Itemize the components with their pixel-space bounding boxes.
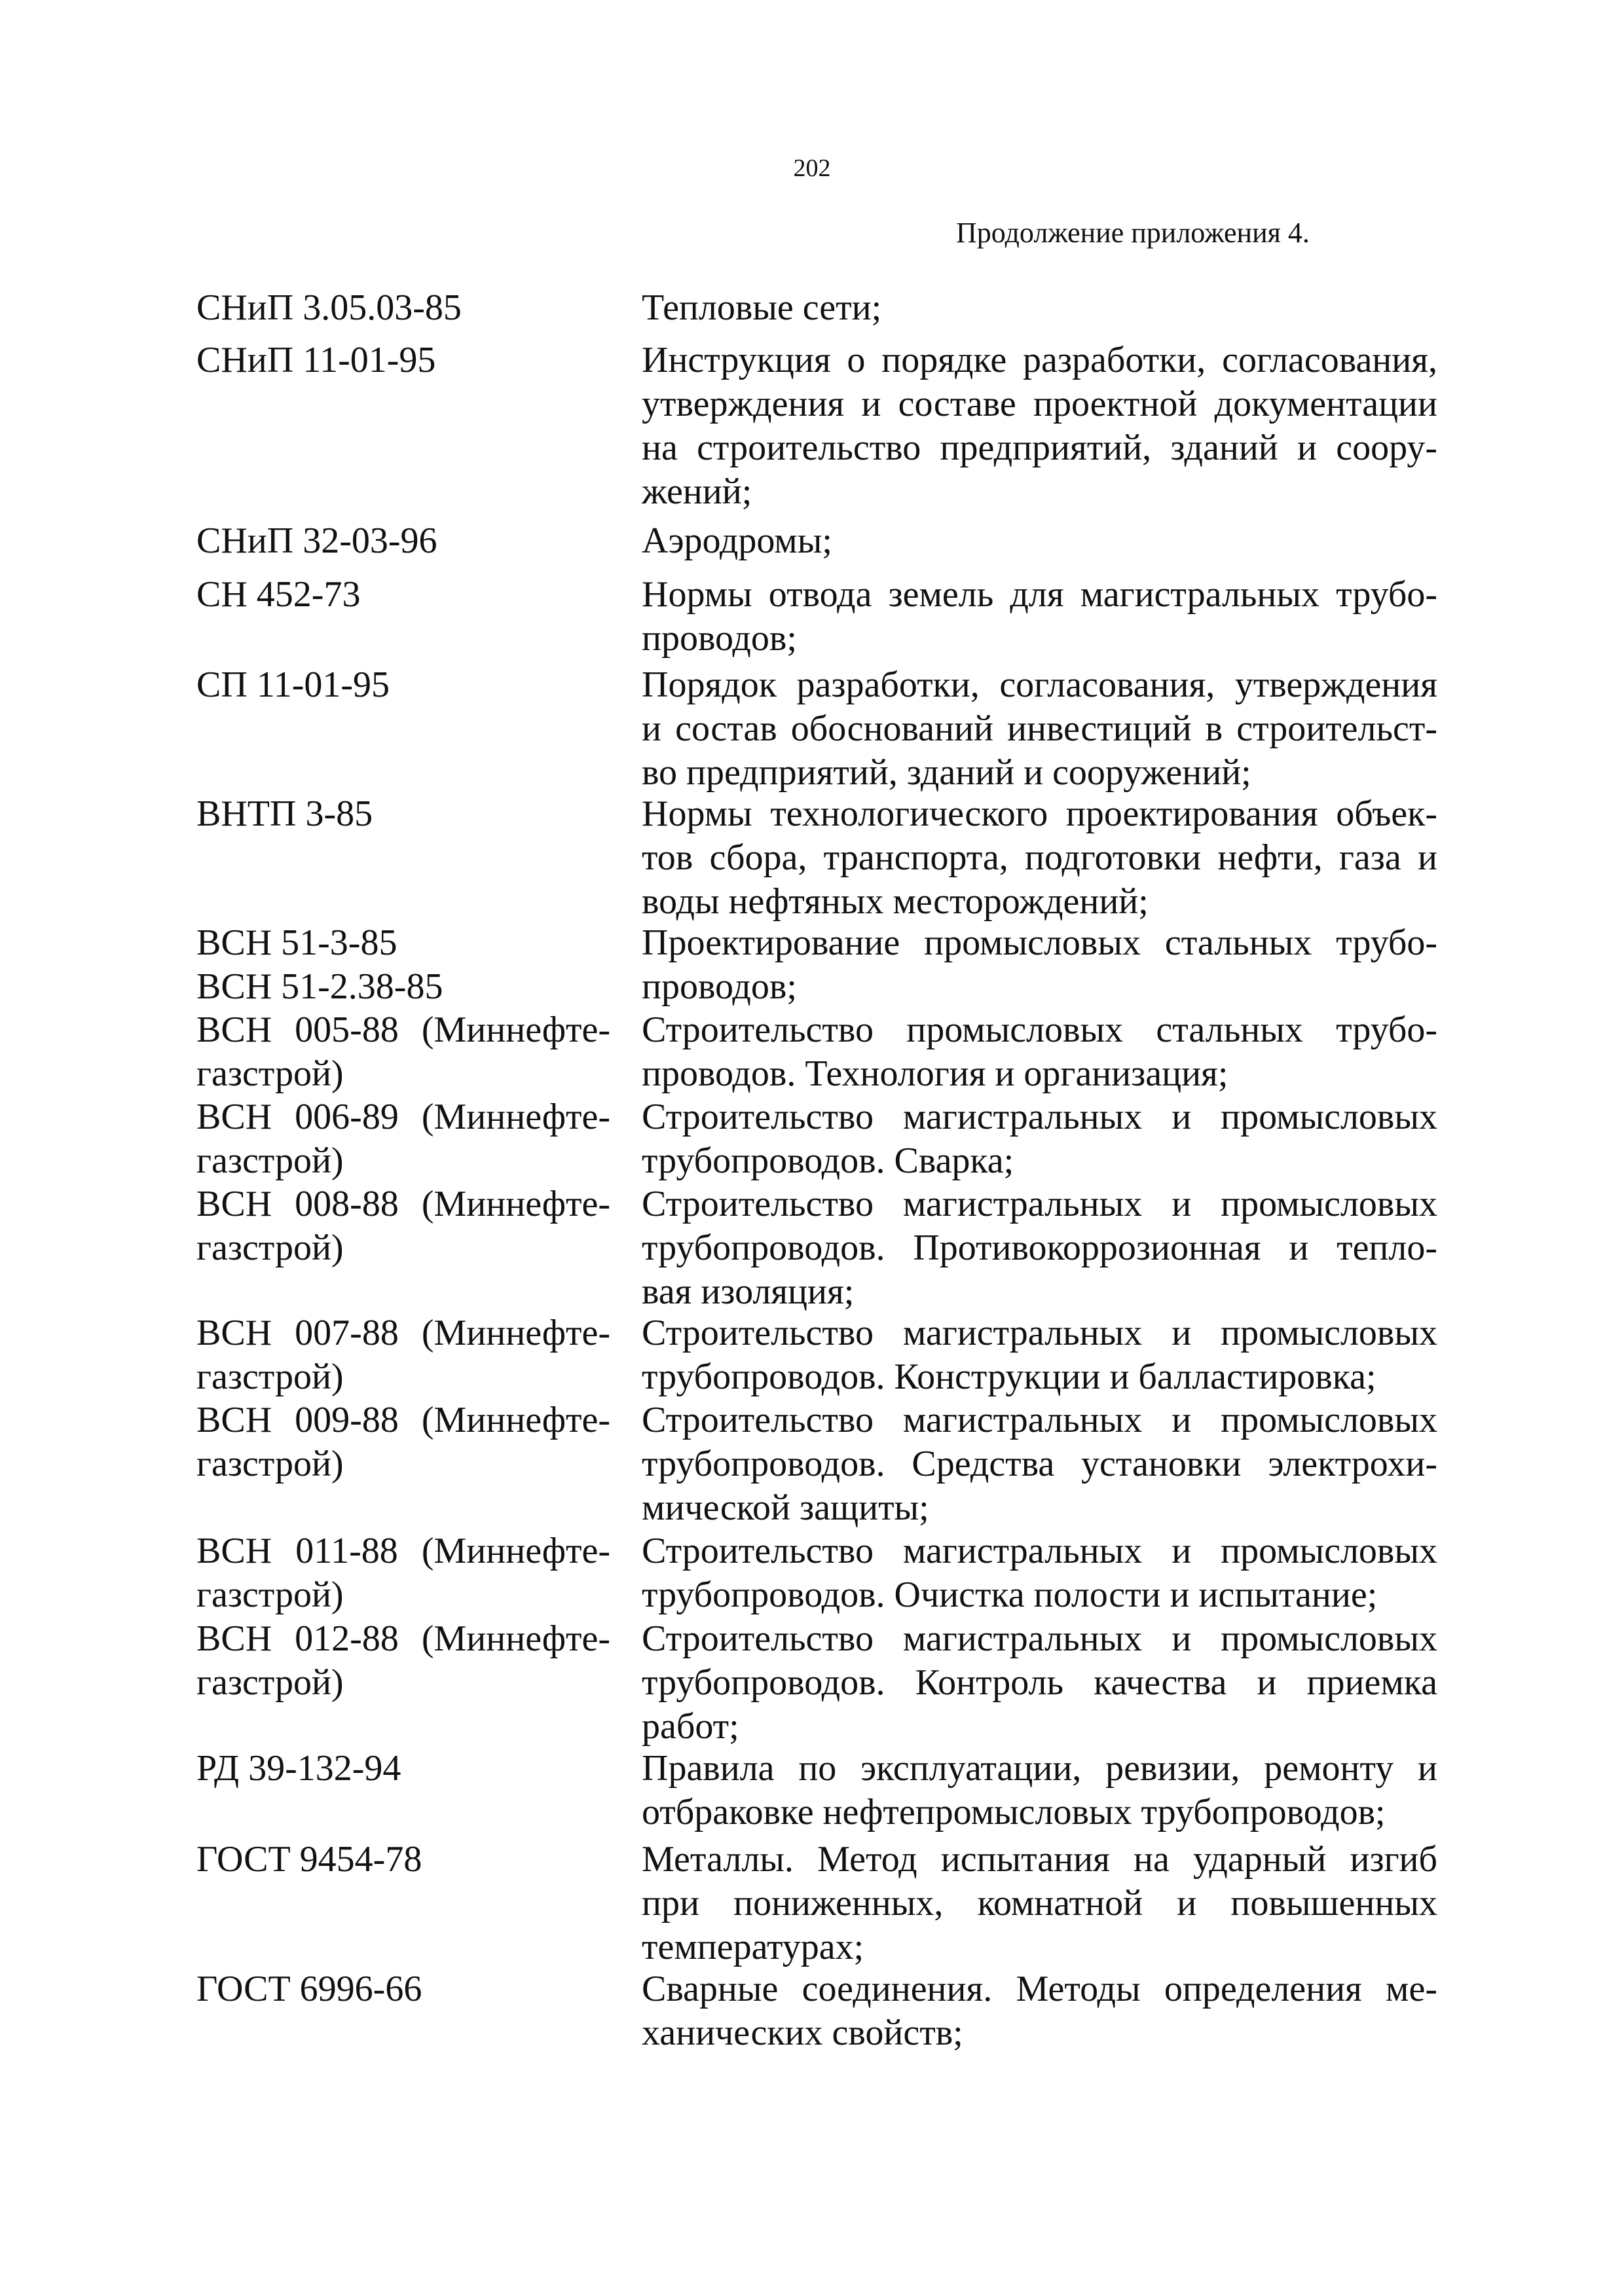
- title-line: Строительство магистральных и промысловых: [642, 1313, 1437, 1353]
- title-line: вая изоляция;: [642, 1271, 855, 1312]
- document-title: [642, 921, 1437, 1009]
- code-line: газстрой): [196, 1228, 344, 1268]
- code-line: ВСН 51-3-85: [196, 922, 397, 963]
- title-line: отбраковке нефтепромысловых трубопроводов;: [642, 1792, 1386, 1832]
- code-line: ВСН 011-88 (Миннефте-: [196, 1531, 610, 1571]
- code-line: СНиП 3.05.03-85: [196, 287, 462, 328]
- title-line: трубопроводов. Противокоррозионная и тепло-: [642, 1228, 1437, 1268]
- title-line: Строительство магистральных и промысловых: [642, 1400, 1437, 1440]
- code-line: ВСН 51-2.38-85: [196, 966, 443, 1007]
- document-title: [642, 792, 1437, 924]
- document-title: [642, 286, 1437, 330]
- title-line: трубопроводов. Контроль качества и приемка: [642, 1662, 1437, 1703]
- document-code: [196, 1398, 610, 1486]
- document-code: [196, 921, 610, 1009]
- title-line: проводов. Технология и организация;: [642, 1053, 1228, 1094]
- document-title: [642, 573, 1437, 661]
- document-code: [196, 1967, 610, 2011]
- title-line: трубопроводов. Конструкции и балластировка;: [642, 1357, 1376, 1397]
- title-line: трубопроводов. Очистка полости и испытание;: [642, 1575, 1378, 1615]
- document-code: [196, 1182, 610, 1270]
- document-title: [642, 1398, 1437, 1530]
- title-line: на строительство предприятий, зданий и соору-: [642, 428, 1437, 468]
- title-line: проводов;: [642, 618, 797, 659]
- document-code: [196, 663, 610, 707]
- code-line: газстрой): [196, 1575, 344, 1615]
- code-line: газстрой): [196, 1140, 344, 1181]
- document-code: [196, 1838, 610, 1882]
- document-title: [642, 1617, 1437, 1749]
- document-title: [642, 1095, 1437, 1183]
- title-line: Инструкция о порядке разработки, согласования,: [642, 340, 1437, 380]
- document-code: [196, 573, 610, 617]
- code-line: СН 452-73: [196, 574, 361, 615]
- code-line: РД 39-132-94: [196, 1748, 401, 1789]
- code-line: газстрой): [196, 1053, 344, 1094]
- title-line: Нормы отвода земель для магистральных трубо-: [642, 574, 1437, 615]
- title-line: Строительство магистральных и промысловых: [642, 1097, 1437, 1137]
- code-line: ВСН 012-88 (Миннефте-: [196, 1618, 610, 1659]
- code-line: газстрой): [196, 1357, 344, 1397]
- code-line: ВСН 006-89 (Миннефте-: [196, 1097, 610, 1137]
- title-line: Строительство магистральных и промысловых: [642, 1531, 1437, 1571]
- title-line: жений;: [642, 471, 752, 512]
- title-line: Аэродромы;: [642, 520, 832, 561]
- continuation-heading: Продолжение приложения 4.: [956, 217, 1310, 249]
- document-title: [642, 1182, 1437, 1314]
- code-line: газстрой): [196, 1662, 344, 1703]
- document-code: [196, 1529, 610, 1617]
- title-line: Металлы. Метод испытания на ударный изгиб: [642, 1839, 1437, 1880]
- document-title: [642, 338, 1437, 514]
- document-code: [196, 286, 610, 330]
- title-line: Сварные соединения. Методы определения ме-: [642, 1969, 1437, 2009]
- document-code: [196, 1095, 610, 1183]
- code-line: ГОСТ 6996-66: [196, 1969, 422, 2009]
- title-line: воды нефтяных месторождений;: [642, 881, 1149, 922]
- code-line: СНиП 32-03-96: [196, 520, 437, 561]
- document-title: [642, 1967, 1437, 2055]
- document-title: [642, 519, 1437, 563]
- title-line: Строительство магистральных и промысловых: [642, 1618, 1437, 1659]
- document-code: [196, 1747, 610, 1791]
- document-title: [642, 1311, 1437, 1399]
- document-code: [196, 1617, 610, 1705]
- code-line: газстрой): [196, 1444, 344, 1484]
- title-line: Порядок разработки, согласования, утверждения: [642, 665, 1437, 705]
- code-line: ВНТП 3-85: [196, 793, 373, 834]
- document-code: [196, 792, 610, 836]
- document-title: [642, 1747, 1437, 1834]
- document-code: [196, 338, 610, 382]
- title-line: трубопроводов. Средства установки электрохи-: [642, 1444, 1437, 1484]
- title-line: Нормы технологического проектирования объек-: [642, 793, 1437, 834]
- code-line: ВСН 008-88 (Миннефте-: [196, 1184, 610, 1224]
- title-line: ханических свойств;: [642, 2013, 963, 2053]
- title-line: трубопроводов. Сварка;: [642, 1140, 1014, 1181]
- title-line: и состав обоснований инвестиций в строительст-: [642, 708, 1437, 749]
- title-line: тов сбора, транспорта, подготовки нефти, газа и: [642, 837, 1437, 878]
- title-line: Строительство магистральных и промысловых: [642, 1184, 1437, 1224]
- title-line: Проектирование промысловых стальных трубо-: [642, 922, 1437, 963]
- code-line: СП 11-01-95: [196, 665, 390, 705]
- code-line: ГОСТ 9454-78: [196, 1839, 422, 1880]
- page-number: 202: [793, 155, 831, 182]
- document-code: [196, 1311, 610, 1399]
- document-title: [642, 1529, 1437, 1617]
- document-code: [196, 519, 610, 563]
- document-title: [642, 1008, 1437, 1096]
- title-line: Правила по эксплуатации, ревизии, ремонту и: [642, 1748, 1437, 1789]
- title-line: мической защиты;: [642, 1487, 929, 1528]
- code-line: ВСН 009-88 (Миннефте-: [196, 1400, 610, 1440]
- code-line: СНиП 11-01-95: [196, 340, 436, 380]
- document-code: [196, 1008, 610, 1096]
- code-line: ВСН 007-88 (Миннефте-: [196, 1313, 610, 1353]
- title-line: Строительство промысловых стальных трубо-: [642, 1010, 1437, 1050]
- title-line: температурах;: [642, 1927, 864, 1967]
- code-line: ВСН 005-88 (Миннефте-: [196, 1010, 610, 1050]
- document-title: [642, 1838, 1437, 1969]
- title-line: при пониженных, комнатной и повышенных: [642, 1883, 1437, 1923]
- title-line: работ;: [642, 1706, 739, 1747]
- title-line: проводов;: [642, 966, 797, 1007]
- document-title: [642, 663, 1437, 795]
- title-line: Тепловые сети;: [642, 287, 882, 328]
- title-line: утверждения и составе проектной документации: [642, 384, 1437, 424]
- title-line: во предприятий, зданий и сооружений;: [642, 752, 1251, 793]
